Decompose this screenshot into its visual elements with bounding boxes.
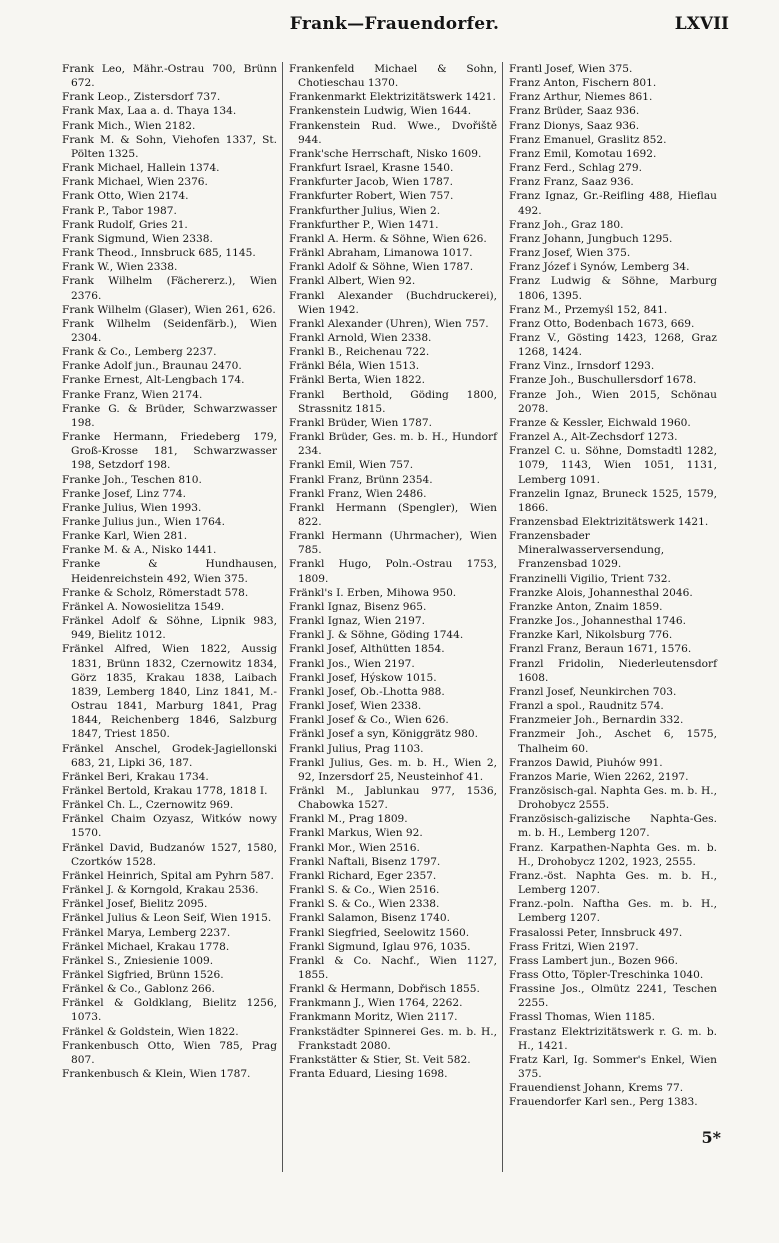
directory-entry: Franzke Anton, Znaim 1859. — [509, 600, 663, 613]
directory-entry: Fränkel Michael, Krakau 1778. — [62, 940, 230, 953]
directory-entry: Frank Wilhelm (Glaser), Wien 261, 626. — [62, 303, 276, 316]
directory-entry: Frankenmarkt Elektrizitätswerk 1421. — [289, 91, 496, 104]
directory-entry: Franz Arthur, Niemes 861. — [509, 91, 653, 104]
directory-entry: Fränkel Chaim Ozyasz, Witków nowy 1570. — [62, 813, 277, 840]
directory-entry: Frankl Julius, Ges. m. b. H., Wien 2, 92, Inzersdorf 25, Neusteinhof 41. — [289, 756, 497, 783]
directory-entry: Frankfurther Julius, Wien 2. — [289, 204, 441, 217]
directory-entry: Frank'sche Herrschaft, Nisko 1609. — [289, 147, 482, 160]
directory-entry: Franke Franz, Wien 2174. — [62, 388, 203, 401]
directory-entry: Frank Sigmund, Wien 2338. — [62, 232, 213, 245]
directory-entry: Frank Michael, Hallein 1374. — [62, 162, 220, 175]
directory-entry: Frankenstein Ludwig, Wien 1644. — [289, 105, 472, 118]
directory-entry: Franzinelli Vigilio, Trient 732. — [509, 572, 671, 585]
directory-entry: Fränkel S., Zniesienie 1009. — [62, 954, 214, 967]
directory-entry: Fränkel Ch. L., Czernowitz 969. — [62, 799, 234, 812]
directory-entry: Franzmeir Joh., Aschet 6, 1575, Thalheim 60. — [509, 728, 717, 755]
directory-entry: Franz Brüder, Saaz 936. — [509, 105, 640, 118]
directory-entry: Frank Theod., Innsbruck 685, 1145. — [62, 247, 256, 260]
directory-entry: Franzke Alois, Johannesthal 2046. — [509, 586, 693, 599]
directory-entry: Frankl Brüder, Ges. m. b. H., Hundorf 234. — [289, 431, 497, 458]
directory-entry: Frank W., Wien 2338. — [62, 261, 178, 274]
directory-entry: Frantl Josef, Wien 375. — [509, 63, 633, 75]
directory-entry: Franke Ernest, Alt-Lengbach 174. — [62, 374, 245, 387]
directory-entry: Fränkel Beri, Krakau 1734. — [62, 770, 209, 783]
directory-entry: Fränkel Marya, Lemberg 2237. — [62, 926, 231, 939]
directory-entry: Frankl S. & Co., Wien 2516. — [289, 884, 440, 897]
directory-entry: Fränkl Abraham, Limanowa 1017. — [289, 247, 473, 260]
directory-entry: Fränkel J. & Korngold, Krakau 2536. — [62, 884, 259, 897]
directory-entry: Franz Joh., Graz 180. — [509, 218, 624, 231]
directory-entry: Frankl Mor., Wien 2516. — [289, 841, 420, 854]
directory-entry: Fränkel & Goldklang, Bielitz 1256, 1073. — [62, 997, 277, 1024]
directory-entry: Fränkl Béla, Wien 1513. — [289, 360, 420, 373]
directory-entry: Franzos Marie, Wien 2262, 2197. — [509, 770, 689, 783]
column-2 — [282, 62, 502, 1172]
directory-entry: Fränkl Berta, Wien 1822. — [289, 374, 426, 387]
directory-entry: Franzl a spol., Raudnitz 574. — [509, 700, 664, 713]
directory-entry: Franz M., Przemyśl 152, 841. — [509, 303, 668, 316]
directory-entry: Franke Joh., Teschen 810. — [62, 473, 202, 486]
directory-entry: Frank Mich., Wien 2182. — [62, 119, 196, 132]
directory-entry: Frankl Berthold, Göding 1800, Strassnitz 1815. — [289, 388, 497, 415]
directory-entry: Fränkel Julius & Leon Seif, Wien 1915. — [62, 912, 272, 925]
directory-entry: Frankmann J., Wien 1764, 2262. — [289, 997, 463, 1010]
directory-entry: Franz Emanuel, Graslitz 852. — [509, 133, 667, 146]
directory-entry: Franz Vinz., Irnsdorf 1293. — [509, 360, 655, 373]
directory-entry: Frassine Jos., Olmütz 2241, Teschen 2255. — [509, 983, 717, 1010]
directory-entry: Frankl Sigmund, Iglau 976, 1035. — [289, 940, 471, 953]
directory-entry: Frankfurter Robert, Wien 757. — [289, 190, 454, 203]
directory-entry: Frauendorfer Karl sen., Perg 1383. — [509, 1096, 698, 1109]
directory-entry: Fränkel Bertold, Krakau 1778, 1818 I. — [62, 784, 268, 797]
directory-entry: Frankl Brüder, Wien 1787. — [289, 416, 432, 429]
directory-entry: Frank P., Tabor 1987. — [62, 204, 177, 217]
directory-entry: Frastanz Elektrizitätswerk r. G. m. b. H., 1421. — [509, 1025, 717, 1052]
directory-entry: Frankfurter Jacob, Wien 1787. — [289, 176, 454, 189]
page-header — [60, 14, 729, 44]
directory-entry: Franzensbad Elektrizitätswerk 1421. — [509, 516, 709, 528]
directory-entry: Fränkel & Goldstein, Wien 1822. — [62, 1025, 239, 1038]
directory-entry: Frank Leo, Mähr.-Ostrau 700, Brünn 672. — [62, 63, 277, 90]
directory-entry: Franzke Karl, Nikolsburg 776. — [509, 629, 673, 642]
directory-entry: Frankl Franz, Wien 2486. — [289, 487, 427, 500]
directory-entry: Frankl J. & Söhne, Göding 1744. — [289, 629, 464, 642]
directory-entry: Frankl Alexander (Uhren), Wien 757. — [289, 317, 489, 330]
directory-entry: Frankenbusch Otto, Wien 785, Prag 807. — [62, 1039, 277, 1066]
directory-entry: Frankl S. & Co., Wien 2338. — [289, 898, 440, 911]
directory-entry: Frankl & Hermann, Dobřisch 1855. — [289, 983, 480, 996]
directory-entry: Fränkl M., Jablunkau 977, 1536, Chabowka 1527. — [289, 784, 497, 812]
column-1 — [62, 62, 282, 1172]
directory-entry: Frauendienst Johann, Krems 77. — [509, 1082, 684, 1095]
directory-entry: Frankmann Moritz, Wien 2117. — [289, 1011, 458, 1024]
directory-entry: Frank Leop., Zistersdorf 737. — [62, 91, 221, 104]
directory-entry: Fränkel Sigfried, Brünn 1526. — [62, 969, 224, 981]
directory-entry: Fränkel Alfred, Wien 1822, Aussig 1831, Brünn 1832, Czernowitz 1834, Görz 1835, Krakau 1838, Laibach 1839, Lemberg 1840, Linz 1841, M.-Ostrau 1841, Marburg 1841, Prag 1844, Reichenberg 1846, Salzburg 1847, Triest 1850. — [62, 643, 277, 741]
directory-entry: Frankl Josef, Ob.-Lhotta 988. — [289, 685, 445, 698]
directory-entry: Franz Otto, Bodenbach 1673, 669. — [509, 317, 695, 330]
directory-entry: Fränkl's I. Erben, Mihowa 950. — [289, 586, 457, 599]
directory-entry: Französisch-gal. Naphta Ges. m. b. H., Drohobycz 2555. — [509, 784, 717, 812]
directory-entry: Franz.-öst. Naphta Ges. m. b. H., Lemberg 1207. — [509, 869, 717, 897]
directory-entry: Franzensbader Mineralwasserversendung, Franzensbad 1029. — [509, 530, 665, 571]
directory-entry: Franz V., Gösting 1423, 1268, Graz 1268, 1424. — [509, 331, 717, 359]
directory-entry: Frankl Adolf & Söhne, Wien 1787. — [289, 261, 474, 274]
directory-entry: Fränkel David, Budzanów 1527, 1580, Czortków 1528. — [62, 841, 277, 868]
directory-entry: Frankl Ignaz, Bisenz 965. — [289, 600, 427, 613]
directory-entry: Frankl Julius, Prag 1103. — [289, 742, 424, 755]
directory-entry: Franzmeier Joh., Bernardin 332. — [509, 714, 684, 727]
directory-entry: Frankl Albert, Wien 92. — [289, 275, 416, 288]
directory-entry: Frankl Alexander (Buchdruckerei), Wien 1942. — [289, 289, 497, 316]
directory-entry: Frass Fritzi, Wien 2197. — [509, 940, 639, 953]
directory-entry: Frank Wilhelm (Seidenfärb.), Wien 2304. — [62, 317, 277, 344]
directory-entry: Fränkel Adolf & Söhne, Lipnik 983, 949, Bielitz 1012. — [62, 615, 277, 642]
directory-entry: Fränkel Heinrich, Spital am Pyhrn 587. — [62, 869, 274, 882]
directory-entry: Franke Josef, Linz 774. — [62, 487, 187, 500]
directory-entry: Frankl Franz, Brünn 2354. — [289, 473, 433, 486]
directory-entry: Frankenbusch & Klein, Wien 1787. — [62, 1068, 251, 1081]
directory-entry: Frank & Co., Lemberg 2237. — [62, 346, 217, 359]
directory-entry: Frassl Thomas, Wien 1185. — [509, 1011, 656, 1024]
directory-entry: Frankfurt Israel, Krasne 1540. — [289, 162, 454, 175]
directory-entry: Frankl Arnold, Wien 2338. — [289, 331, 432, 344]
directory-entry: Franze & Kessler, Eichwald 1960. — [509, 416, 691, 429]
directory-entry: Franzel A., Alt-Zechsdorf 1273. — [509, 431, 678, 444]
directory-entry: Franke Karl, Wien 281. — [62, 530, 188, 543]
directory-entry: Frankl Hermann (Uhrmacher), Wien 785. — [289, 530, 497, 557]
directory-entry: Frank M. & Sohn, Viehofen 1337, St. Pölten 1325. — [62, 133, 277, 160]
directory-entry: Fränkel & Co., Gablonz 266. — [62, 983, 215, 996]
directory-entry: Fränkl Josef a syn, Königgrätz 980. — [289, 728, 478, 741]
directory-entry: Frank Wilhelm (Fächererz.), Wien 2376. — [62, 275, 277, 302]
directory-entry: Franz Johann, Jungbuch 1295. — [509, 232, 673, 245]
directory-entry: Franke & Scholz, Römerstadt 578. — [62, 586, 249, 599]
directory-entry: Franz. Karpathen-Naphta Ges. m. b. H., Drohobycz 1202, 1923, 2555. — [509, 841, 717, 868]
directory-entry: Frankl Naftali, Bisenz 1797. — [289, 855, 441, 868]
column-3 — [502, 62, 722, 1172]
directory-entry: Frankl Josef & Co., Wien 626. — [289, 714, 449, 727]
directory-entry: Franke & Hundhausen, Heidenreichstein 492, Wien 375. — [62, 558, 277, 585]
directory-entry: Frankl Markus, Wien 92. — [289, 827, 423, 840]
directory-entry: Franz Ludwig & Söhne, Marburg 1806, 1395. — [509, 275, 717, 302]
directory-entry: Frankl Salamon, Bisenz 1740. — [289, 912, 450, 925]
directory-entry: Franke Adolf jun., Braunau 2470. — [62, 360, 242, 373]
directory-entry: Fratz Karl, Ig. Sommer's Enkel, Wien 375. — [509, 1053, 717, 1081]
directory-entry: Franzke Jos., Johannesthal 1746. — [509, 615, 686, 628]
directory-entry: Franz Franz, Saaz 936. — [509, 176, 634, 189]
directory-entry: Frankstädter Spinnerei Ges. m. b. H., Frankstadt 2080. — [289, 1025, 497, 1052]
directory-entry: Frankl & Co. Nachf., Wien 1127, 1855. — [289, 954, 497, 981]
directory-entry: Frankl Jos., Wien 2197. — [289, 657, 415, 670]
signature-mark: 5* — [701, 1128, 721, 1147]
directory-entry: Frankl B., Reichenau 722. — [289, 346, 430, 359]
directory-entry: Frankenstein Rud. Wwe., Dvořiště 944. — [289, 119, 497, 146]
directory-entry: Frank Max, Laa a. d. Thaya 134. — [62, 105, 237, 118]
directory-entry: Franke Hermann, Friedeberg 179, Groß-Krosse 181, Schwarzwasser 198, Setzdorf 198. — [62, 431, 277, 472]
directory-entry: Fränkel Anschel, Grodek-Jagiellonski 683, 21, Lipki 36, 187. — [62, 742, 277, 769]
directory-entry: Franke G. & Brüder, Schwarzwasser 198. — [62, 402, 277, 429]
directory-entry: Franz Ignaz, Gr.-Reifling 488, Hieflau 492. — [509, 190, 717, 217]
directory-entry: Franze Joh., Buschullersdorf 1678. — [509, 374, 697, 387]
directory-entry: Frankstätter & Stier, St. Veit 582. — [289, 1053, 471, 1066]
directory-entry: Frank Michael, Wien 2376. — [62, 176, 208, 189]
directory-entry: Frass Otto, Töpler-Treschinka 1040. — [509, 969, 704, 981]
directory-entry: Frasalossi Peter, Innsbruck 497. — [509, 926, 683, 939]
directory-entry: Frankl Emil, Wien 757. — [289, 459, 414, 472]
directory-entry: Franz Ferd., Schlag 279. — [509, 162, 642, 175]
directory-entry: Franzel C. u. Söhne, Domstadtl 1282, 1079, 1143, Wien 1051, 1131, Lemberg 1091. — [509, 445, 717, 486]
directory-entry: Frankl Hermann (Spengler), Wien 822. — [289, 501, 497, 528]
directory-entry: Frank Rudolf, Gries 21. — [62, 218, 188, 231]
directory-entry: Franke Julius, Wien 1993. — [62, 501, 202, 514]
directory-entry: Frankl Josef, Hýskow 1015. — [289, 671, 437, 684]
directory-entry: Frankl Siegfried, Seelowitz 1560. — [289, 926, 470, 939]
directory-entry: Franz Josef, Wien 375. — [509, 247, 631, 260]
directory-entry: Franzl Josef, Neunkirchen 703. — [509, 685, 677, 698]
directory-entry: Franzl Fridolin, Niederleutensdorf 1608. — [509, 657, 717, 684]
directory-entry: Franze Joh., Wien 2015, Schönau 2078. — [509, 388, 717, 415]
directory-entry: Fränkel Josef, Bielitz 2095. — [62, 898, 208, 911]
directory-entry: Franke Julius jun., Wien 1764. — [62, 516, 225, 528]
directory-entry: Franz Józef i Synów, Lemberg 34. — [509, 261, 690, 274]
directory-entry: Frankl Hugo, Poln.-Ostrau 1753, 1809. — [289, 558, 497, 585]
directory-entry: Frankl M., Prag 1809. — [289, 813, 408, 826]
directory-entry: Frass Lambert jun., Bozen 966. — [509, 954, 678, 967]
page-number: LXVII — [674, 14, 729, 34]
directory-entry: Franz Anton, Fischern 801. — [509, 77, 657, 90]
directory-entry: Frankl Josef, Wien 2338. — [289, 700, 422, 713]
directory-entry: Franzl Franz, Beraun 1671, 1576. — [509, 643, 692, 656]
directory-entry: Frankl Richard, Eger 2357. — [289, 869, 437, 882]
directory-entry: Fränkel A. Nowosielitza 1549. — [62, 600, 225, 613]
running-title: Frank—Frauendorfer. — [289, 14, 500, 34]
directory-entry: Franzos Dawid, Piuhów 991. — [509, 756, 663, 769]
directory-entry: Franke M. & A., Nisko 1441. — [62, 544, 217, 557]
directory-entry: Frankenfeld Michael & Sohn, Chotieschau 1370. — [289, 63, 497, 90]
directory-entry: Franz Dionys, Saaz 936. — [509, 119, 640, 132]
directory-entry: Frankl Ignaz, Wien 2197. — [289, 615, 426, 628]
directory-entry: Franta Eduard, Liesing 1698. — [289, 1068, 448, 1081]
directory-entry: Frankfurther P., Wien 1471. — [289, 218, 439, 231]
directory-entry: Franz Emil, Komotau 1692. — [509, 147, 657, 160]
entry-columns — [62, 62, 722, 1172]
directory-entry: Franz.-poln. Naftha Ges. m. b. H., Lemberg 1207. — [509, 898, 717, 925]
directory-entry: Frankl A. Herm. & Söhne, Wien 626. — [289, 232, 487, 245]
directory-entry: Franzelin Ignaz, Bruneck 1525, 1579, 1866. — [509, 487, 717, 514]
directory-entry: Französisch-galizische Naphta-Ges. m. b. H., Lemberg 1207. — [509, 813, 717, 840]
directory-entry: Frankl Josef, Althütten 1854. — [289, 643, 445, 656]
directory-entry: Frank Otto, Wien 2174. — [62, 190, 189, 203]
